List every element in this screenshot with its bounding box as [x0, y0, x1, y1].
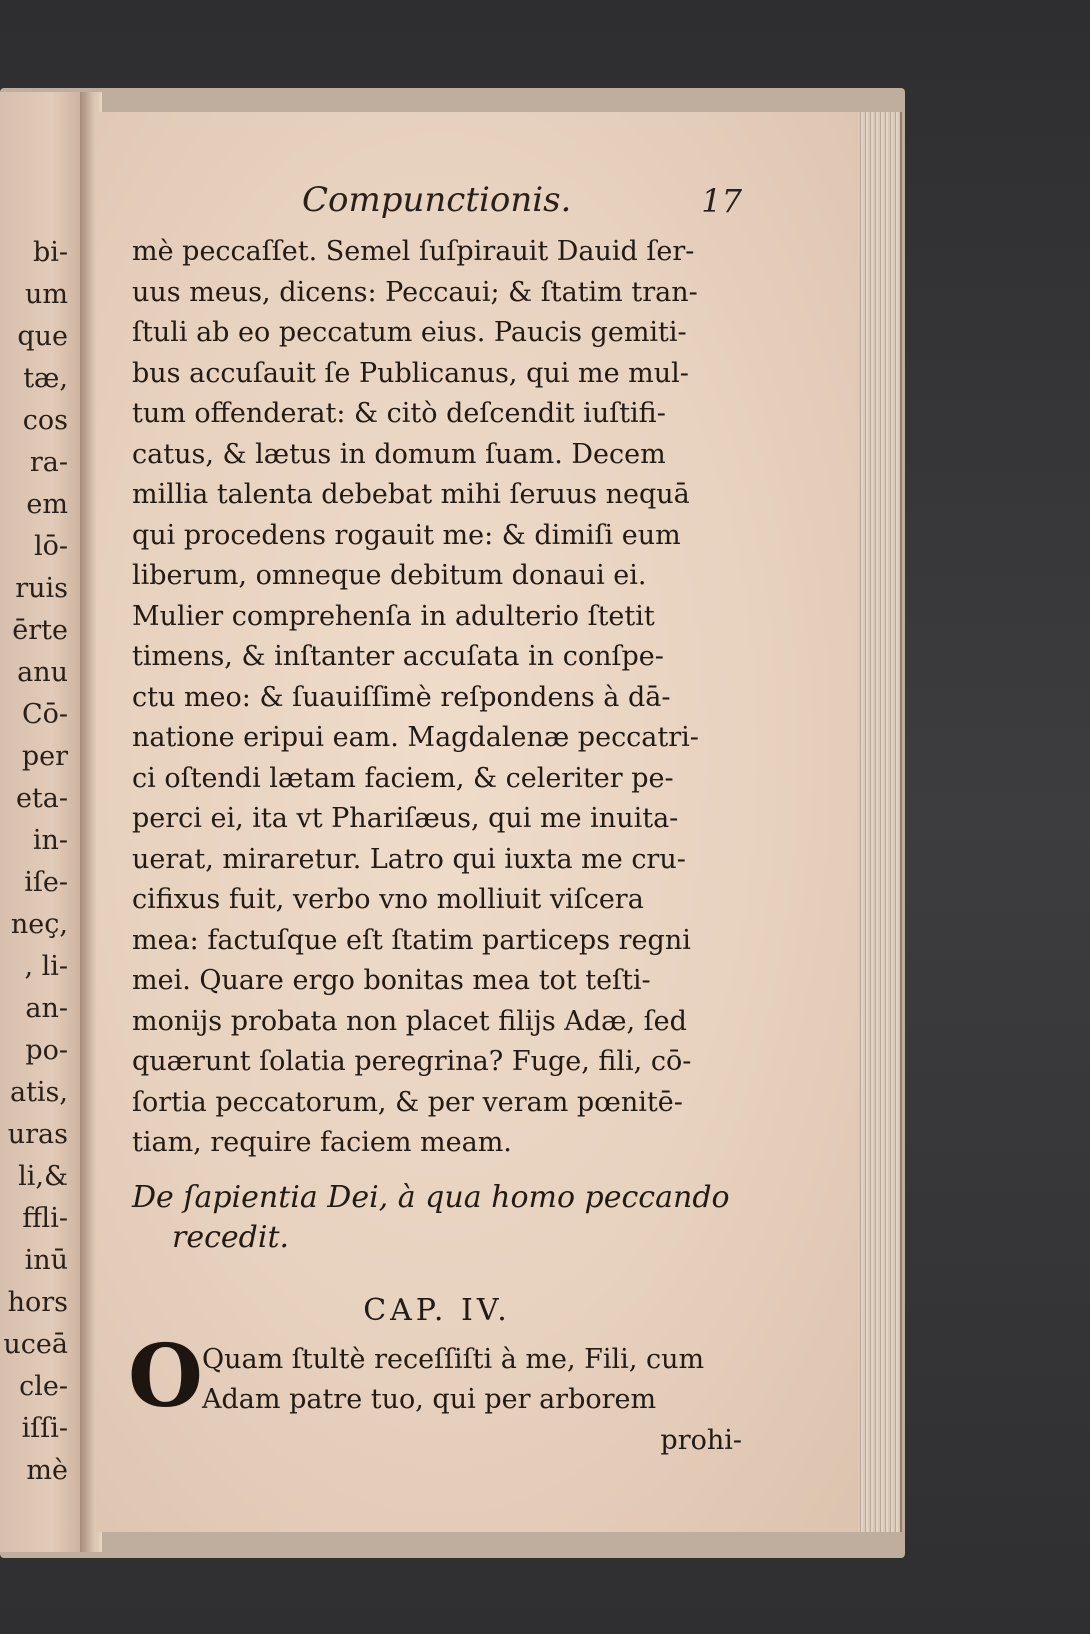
section-heading-line: De ſapientia Dei, à qua homo peccando [132, 1179, 730, 1215]
left-fragment: inū [24, 1245, 68, 1276]
text-line: ſortia peccatorum, & per veram pœnitē- [132, 1086, 683, 1118]
left-page-edge [0, 92, 86, 1552]
left-fragment: atis, [9, 1077, 68, 1108]
left-fragment: an- [25, 993, 68, 1024]
text-line: ctu meo: & ſuauiſſimè reſpondens à dā- [132, 681, 671, 713]
left-fragment: per [21, 741, 68, 772]
left-fragment: um [25, 279, 68, 310]
text-line: cifixus fuit, verbo vno molliuit viſcera [132, 884, 644, 915]
left-fragment: cle- [19, 1371, 68, 1402]
text-line: ſtuli ab eo peccatum eius. Paucis gemiti- [132, 317, 687, 348]
text-line: catus, & lætus in domum ſuam. Decem [132, 438, 666, 470]
decorated-initial: O [128, 1325, 203, 1427]
text-line: ci oſtendi lætam faciem, & celeriter pe- [132, 762, 674, 794]
text-line: uus meus, dicens: Peccaui; & ſtatim tran- [132, 276, 698, 308]
left-fragment: bi- [32, 237, 68, 268]
left-fragment: lō- [33, 531, 68, 562]
left-fragment: Cō- [21, 699, 68, 730]
left-fragment: neç, [10, 909, 68, 940]
body-text [132, 232, 742, 1164]
text-line: liberum, omneque debitum donaui ei. [132, 560, 647, 591]
left-fragment: ruis [15, 573, 68, 604]
text-line: tiam, require faciem meam. [132, 1127, 512, 1158]
left-fragment: tæ, [23, 363, 68, 394]
text-line: Quam ſtultè receſſiſti à me, Fili, cum [202, 1343, 705, 1375]
text-line: mei. Quare ergo bonitas mea tot teſti- [132, 965, 651, 996]
text-line: quærunt ſolatia peregrina? Fuge, fili, cō- [132, 1046, 692, 1077]
chapter-paragraph [128, 1325, 742, 1427]
left-fragment: ffli- [22, 1203, 68, 1234]
left-fragment: em [26, 489, 68, 520]
page-edges [858, 112, 902, 1532]
text-line: tum offenderat: & citò deſcendit iuſtifi- [132, 398, 666, 429]
text-line: monijs probata non placet filijs Adæ, ſed [132, 1005, 687, 1037]
left-fragment: mè [26, 1455, 68, 1486]
left-fragment: iſſi- [21, 1413, 68, 1444]
text-line: mea: factuſque eſt ſtatim particeps regni [132, 924, 691, 956]
left-fragment: ra- [29, 447, 68, 478]
left-fragment: iſe- [24, 867, 68, 898]
left-fragment: ērte [12, 615, 68, 646]
text-line: Mulier comprehenſa in adulterio ſtetit [132, 600, 655, 632]
text-line: natione eripui eam. Magdalenæ peccatri- [132, 722, 699, 753]
left-fragment: uceā [3, 1329, 68, 1360]
page-number: 17 [701, 182, 742, 220]
text-line: timens, & inſtanter accuſata in conſpe- [132, 641, 664, 672]
text-line: mè peccaſſet. Semel ſuſpirauit Dauid ſer- [132, 236, 695, 267]
left-page-fragments [0, 232, 86, 1492]
page-text [128, 180, 742, 1461]
left-fragment: eta- [15, 783, 68, 814]
left-fragment: in- [32, 825, 68, 856]
chapter-label: CAP. IV. [363, 1292, 511, 1328]
section-heading-line: recedit. [172, 1219, 290, 1255]
text-line: millia talenta debebat mihi ſeruus nequā [132, 479, 690, 510]
left-fragment: cos [22, 405, 68, 436]
left-fragment: anu [17, 657, 68, 688]
text-line: qui procedens rogauit me: & dimiſi eum [132, 519, 681, 551]
left-fragment: que [17, 321, 68, 352]
left-fragment: uras [7, 1119, 68, 1150]
text-line: Adam patre tuo, qui per arborem [202, 1384, 657, 1415]
catchword: prohi- [660, 1424, 742, 1456]
running-head [132, 180, 742, 232]
left-fragment: po- [25, 1035, 68, 1066]
left-fragment: hors [7, 1287, 68, 1318]
left-fragment: li,& [18, 1161, 68, 1192]
text-line: bus accuſauit ſe Publicanus, qui me mul- [132, 357, 689, 389]
text-line: uerat, miraretur. Latro qui iuxta me cru- [132, 843, 686, 875]
running-head-title: Compunctionis. [302, 180, 572, 220]
left-fragment: , li- [24, 951, 68, 982]
text-line: perci ei, ita vt Phariſæus, qui me inuita- [132, 803, 679, 834]
